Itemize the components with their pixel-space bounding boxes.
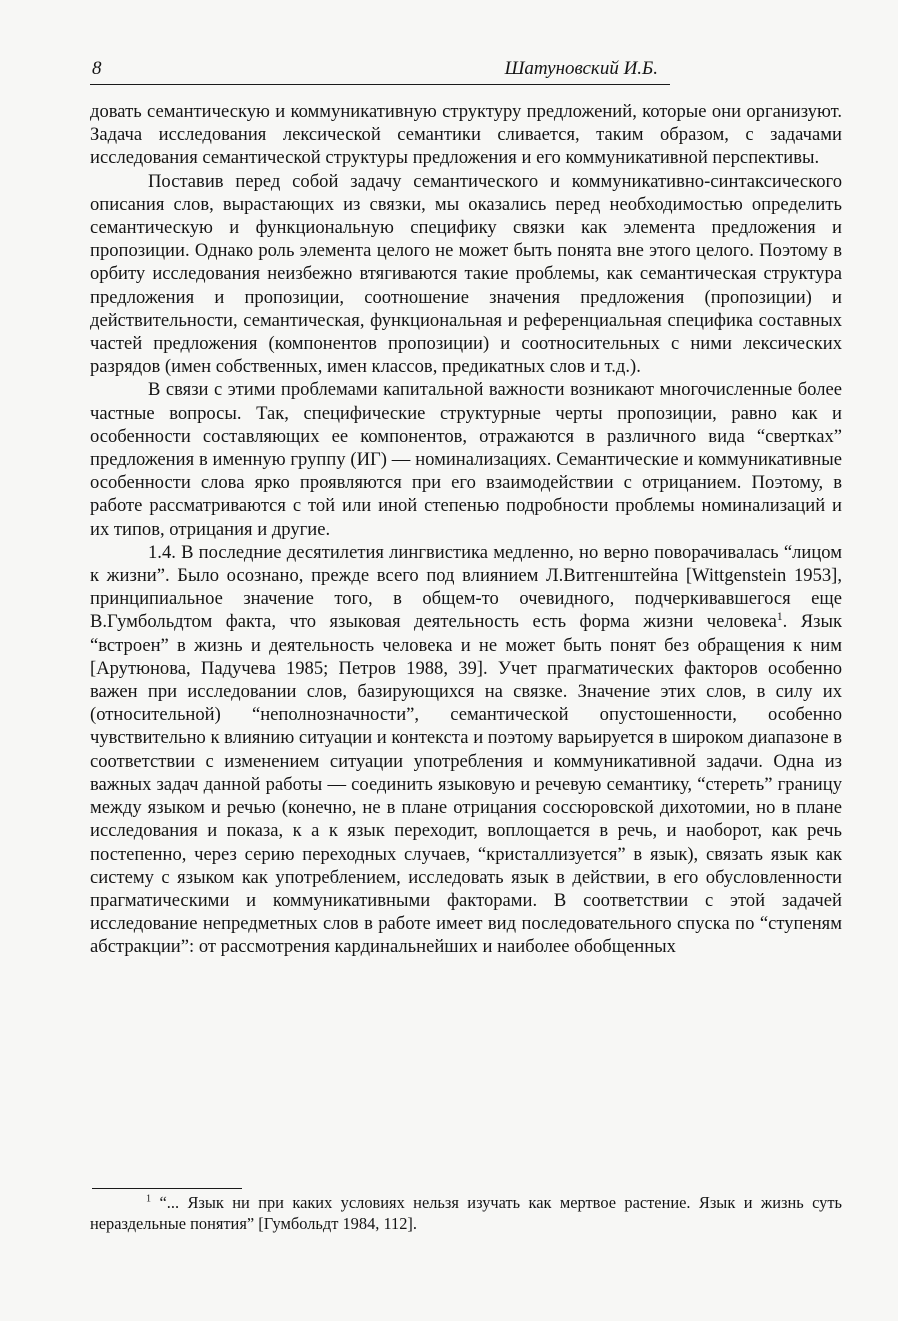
paragraph-1-4 xyxy=(90,541,842,959)
page-number: 8 xyxy=(92,58,102,79)
main-text xyxy=(90,100,842,959)
footnote-divider xyxy=(92,1188,242,1189)
footnote-mark: 1 xyxy=(146,1193,152,1205)
paragraph-continuation: довать семантическую и коммуникативную структуру предложений, которые они организуют. Задача исследования лексической семантики сливается, таким образом, с задачами исследования семантической структуры предложения и его коммуникативной перспективы. xyxy=(90,101,842,169)
footnote xyxy=(90,1193,842,1234)
paragraph-text-before-note: 1.4. В последние десятилетия лингвистика медленно, но верно поворачивалась “лицом к жизни”. Было осознано, прежде всего под влиянием Л.Витгенштейна [Wittgenstein 1953], принципиальное значение того, в общем-то очевидного, подчеркивавшегося еще В.Гумбольдтом факта, что языковая деятельность есть форма жизни человека xyxy=(90,541,842,633)
running-author: Шатуновский И.Б. xyxy=(504,58,658,79)
running-header xyxy=(90,54,670,85)
footnote-paragraph xyxy=(90,1193,842,1234)
paragraph: Поставив перед собой задачу семантического и коммуникативно-синтаксического описания слов, вырастающих из связки, мы оказались перед необходимостью определить семантическую и функциональную специфику связки как элемента предложения и пропозиции. Однако роль элемента целого не может быть понята вне этого целого. Поэтому в орбиту исследования неизбежно втягиваются такие проблемы, как семантическая структура предложения и пропозиции, соотношение значения предложения (пропозиции) и действительности, семантическая, функциональная и референциальная специфика составных частей предложения (компонентов пропозиции) и соотносительных с ними лексических разрядов (имен собственных, имен классов, предикатных слов и т.д.). xyxy=(90,170,842,378)
paragraph-text-after-note: . Язык “встроен” в жизнь и деятельность человека и не может быть понят без обращения к ним [Арутюнова, Падучева 1985; Петров 1988, 39]. Учет прагматических факторов особенно важен при исследовании слов, базирующихся на связке. Значение этих слов, в силу их (относительной) “неполнозначности”, семантической опустошенности, особенно чувствительно к влиянию ситуации и контекста и поэтому варьируется в широком диапазоне в соответствии с изменением ситуации употребления и коммуникативной задачи. Одна из важных задач данной работы — соединить языковую и речевую семантику, “стереть” границу между языком и речью (конечно, не в плане отрицания соссюровской дихотомии, но в плане исследования и показа, к а к язык переходит, воплощается в речь, и наоборот, как речь постепенно, через серию переходных случаев, “кристаллизуется” в язык), связать язык как систему с языком как употреблением, исследовать язык в действии, в его обусловленности прагматическими и коммуникативными факторами. В соответствии с этой задачей исследование непредметных слов в работе имеет вид последовательного спуска по “ступеням абстракции”: от рассмотрения кардинальнейших и наиболее обобщенных xyxy=(90,611,842,958)
footnote-text: “... Язык ни при каких условиях нельзя изучать как мертвое растение. Язык и жизнь суть нераздельные понятия” [Гумбольдт 1984, 112]. xyxy=(90,1193,842,1233)
footnote-reference: 1 xyxy=(776,611,783,624)
paragraph: В связи с этими проблемами капитальной важности возникают многочисленные более частные вопросы. Так, специфические структурные черты пропозиции, равно как и особенности составляющих ее компонентов, отражаются в различного вида “свертках” предложения в именную группу (ИГ) — номинализациях. Семантические и коммуникативные особенности слова ярко проявляются при его взаимодействии с отрицанием. Поэтому, в работе рассматриваются с той или иной степенью подробности проблемы номинализаций и их типов, отрицания и другие. xyxy=(90,379,842,540)
